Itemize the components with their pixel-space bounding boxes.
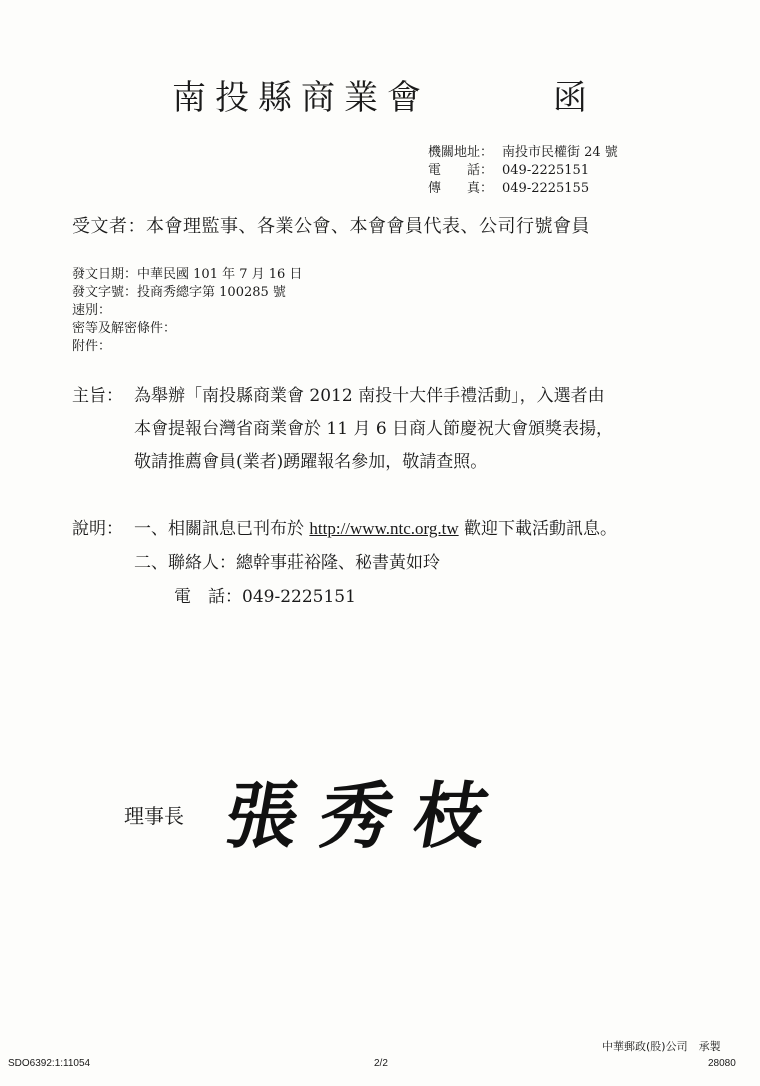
explanation-section xyxy=(72,512,712,614)
date-row xyxy=(72,266,302,284)
fax-value: 049-2225155 xyxy=(502,181,590,196)
fax-row xyxy=(428,180,618,198)
speed-label: 速別： xyxy=(72,303,112,318)
address-value: 南投市民權街 24 號 xyxy=(502,145,618,160)
form-code: SDO6392:1:11054 xyxy=(8,1058,91,1069)
doc-type: 函 xyxy=(553,78,587,118)
phone-label: 電 話： xyxy=(428,163,494,178)
phone-row xyxy=(428,162,618,180)
form-serial: 28080 xyxy=(708,1058,736,1069)
contact-phone-line: 電 話：049-2225151 xyxy=(174,587,356,607)
subject-section xyxy=(72,380,712,479)
attachment-label: 附件： xyxy=(72,339,112,354)
item1-suffix: 歡迎下載活動訊息。 xyxy=(458,519,618,539)
attachment-row xyxy=(72,338,302,356)
subject-body xyxy=(134,380,712,479)
explanation-label: 說明： xyxy=(72,519,123,539)
explanation-item-1 xyxy=(134,512,712,546)
phone-value: 049-2225151 xyxy=(502,163,590,178)
number-row xyxy=(72,284,302,302)
contact-block xyxy=(428,144,618,198)
recipient-value: 本會理監事、各業公會、本會會員代表、公司行號會員 xyxy=(146,216,590,237)
address-row xyxy=(428,144,618,162)
speed-row xyxy=(72,302,302,320)
chairman-title: 理事長 xyxy=(124,804,184,828)
org-title: 南投縣商業會 xyxy=(172,78,430,118)
printer-credit: 中華郵政(股)公司 承製 xyxy=(602,1040,721,1053)
recipient-line xyxy=(72,212,590,238)
explanation-body xyxy=(134,512,712,614)
subject-line-1: 為舉辦「南投縣商業會 2012 南投十大伴手禮活動」，入選者由 xyxy=(134,386,605,406)
recipient-label: 受文者： xyxy=(72,216,146,237)
explanation-item-2: 二、聯絡人：總幹事莊裕隆、秘書黃如玲 xyxy=(134,553,440,573)
security-label: 密等及解密條件： xyxy=(72,321,177,336)
subject-line-3: 敬請推薦會員(業者)踴躍報名參加，敬請查照。 xyxy=(134,452,488,472)
website-link[interactable]: http://www.ntc.org.tw xyxy=(309,519,459,538)
address-label: 機關地址： xyxy=(428,145,494,160)
number-label: 發文字號： xyxy=(72,285,138,300)
subject-label: 主旨： xyxy=(72,386,123,406)
meta-block xyxy=(72,266,302,356)
subject-line-2: 本會提報台灣省商業會於 11 月 6 日商人節慶祝大會頒獎表揚， xyxy=(134,419,614,439)
fax-label: 傳 真： xyxy=(428,181,494,196)
item1-prefix: 一、相關訊息已刊布於 xyxy=(134,519,310,539)
security-row xyxy=(72,320,302,338)
letter-header xyxy=(0,70,760,120)
page-number: 2/2 xyxy=(374,1058,388,1069)
date-label: 發文日期： xyxy=(72,267,138,282)
date-value: 中華民國 101 年 7 月 16 日 xyxy=(137,267,303,282)
chairman-signature: 張秀枝 xyxy=(219,773,517,858)
number-value: 投商秀總字第 100285 號 xyxy=(137,285,286,300)
